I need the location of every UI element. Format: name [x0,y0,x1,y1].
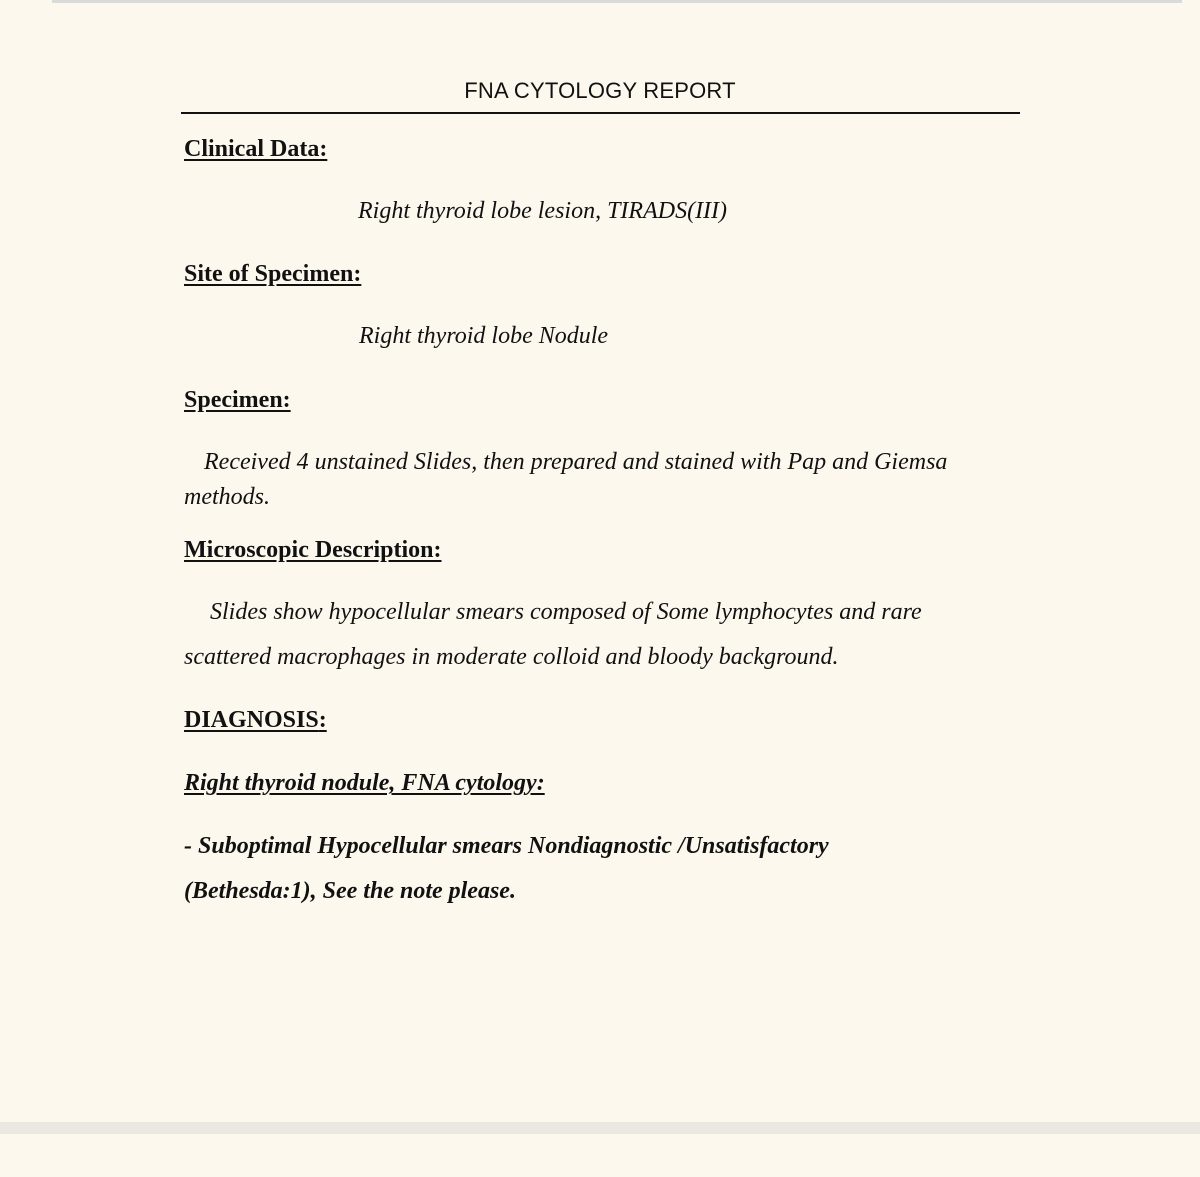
diagnosis-line2: (Bethesda:1), See the note please. [184,878,516,904]
top-page-edge [52,0,1182,3]
site-of-specimen-heading: Site of Specimen: [184,261,362,287]
header-divider [181,112,1020,114]
diagnosis-heading [184,707,327,734]
report-title: FNA CYTOLOGY REPORT [464,78,736,103]
diagnosis-heading-colon: : [318,707,327,733]
diagnosis-heading-label: DIAGNOSIS [184,707,319,733]
microscopic-description-heading: Microscopic Description: [184,537,442,563]
specimen-text-line2: methods. [184,484,270,510]
diagnosis-line1: - Suboptimal Hypocellular smears Nondiagnostic /Unsatisfactory [184,833,829,859]
specimen-text-line1: Received 4 unstained Slides, then prepared and stained with Pap and Giemsa [204,449,948,475]
site-of-specimen-text: Right thyroid lobe Nodule [359,323,609,349]
clinical-data-heading: Clinical Data: [184,136,328,162]
clinical-data-text: Right thyroid lobe lesion, TIRADS(III) [358,198,728,224]
specimen-heading: Specimen: [184,387,291,413]
bottom-page-edge [0,1122,1200,1134]
microscopic-description-line1: Slides show hypocellular smears composed of Some lymphocytes and rare [210,599,922,625]
microscopic-description-line2: scattered macrophages in moderate colloid and bloody background. [184,644,839,670]
diagnosis-subheading: Right thyroid nodule, FNA cytology: [184,770,545,796]
